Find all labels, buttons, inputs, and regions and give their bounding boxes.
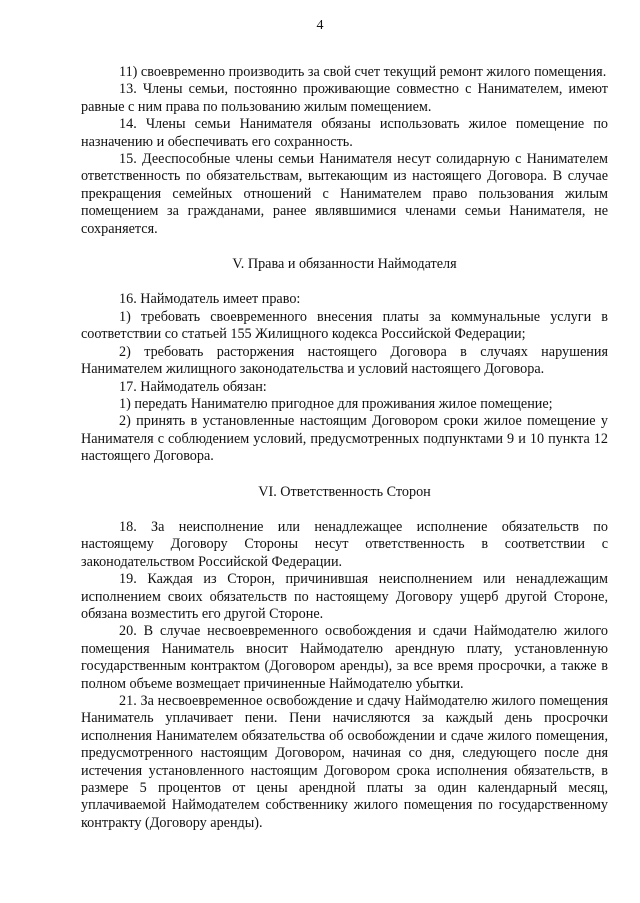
clause-21: 21. За несвоевременное освобождение и сдачу Наймодателю жилого помещения Наниматель уплачивает пени. Пени начисляются за каждый день просрочки исполнения Нанимателем обязательства об освобождении и сдаче жилого помещения, предусмотренного настоящим Договором, начиная со дня, следующего после дня истечения установленного настоящим Договором срока исполнения обязательств, в размере 5 процентов от цены арендной платы за один календарный месяц, уплачиваемой Наймодателем собственнику жилого помещения по государственному контракту (Договору аренды). (81, 693, 608, 831)
section-6-heading: VI. Ответственность Сторон (258, 483, 431, 500)
section-5-heading: V. Права и обязанности Наймодателя (232, 256, 457, 273)
clause-16: 16. Наймодатель имеет право: (119, 291, 301, 308)
clause-15: 15. Дееспособные члены семьи Нанимателя несут солидарную с Нанимателем ответственность по обязательствам, вытекающим из настоящего Договора. В случае прекращения семейных отношений с Нанимателем право пользования жилым помещением за гражданами, ранее являвшимися членами семьи Нанимателя, не сохраняется. (81, 151, 608, 237)
clause-17-item-1: 1) передать Нанимателю пригодное для проживания жилое помещение; (119, 395, 553, 412)
clause-19: 19. Каждая из Сторон, причинившая неисполнением или ненадлежащим исполнением своих обязательств по настоящему Договору ущерб другой Стороне, обязана возместить его другой Стороне. (81, 571, 608, 622)
document-body (81, 64, 608, 832)
page-number: 4 (316, 18, 324, 33)
clause-18: 18. За неисполнение или ненадлежащее исполнение обязательств по настоящему Договору Стороны несут ответственность в соответствии с законодательством Российской Федерации. (81, 518, 608, 570)
clause-13: 13. Члены семьи, постоянно проживающие совместно с Нанимателем, имеют равные с ним права по пользованию жилым помещением. (81, 81, 608, 115)
clause-17: 17. Наймодатель обязан: (119, 378, 267, 395)
clause-16-item-1: 1) требовать своевременного внесения платы за коммунальные услуги в соответствии со статьей 155 Жилищного кодекса Российской Федерации; (81, 308, 608, 343)
clause-16-item-2: 2) требовать расторжения настоящего Договора в случаях нарушения Нанимателем жилищного законодательства и условий настоящего Договора. (81, 343, 608, 378)
clause-11: 11) своевременно производить за свой счет текущий ремонт жилого помещения. (119, 64, 607, 80)
clause-14: 14. Члены семьи Нанимателя обязаны использовать жилое помещение по назначению и обеспечивать его сохранность. (81, 116, 608, 150)
clause-20: 20. В случае несвоевременного освобождения и сдачи Наймодателю жилого помещения Наниматель вносит Наймодателю арендную плату, установленную государственным контрактом (Договором аренды), за все время просрочки, а также в полном объеме возмещает причиненные Наймодателю убытки. (81, 623, 608, 692)
clause-17-item-2: 2) принять в установленные настоящим Договором сроки жилое помещение у Нанимателя с соблюдением условий, предусмотренных подпунктами 9 и 10 пункта 12 настоящего Договора. (81, 413, 608, 465)
